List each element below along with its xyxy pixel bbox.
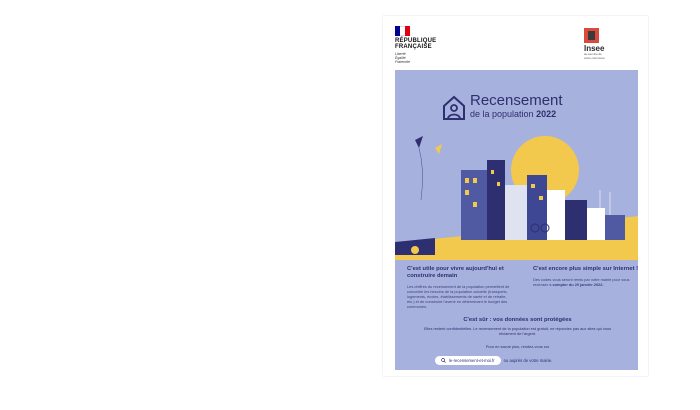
title-sub-prefix: de la population	[470, 109, 534, 119]
building	[547, 190, 565, 240]
insee-name: Insee	[584, 44, 605, 53]
website-link[interactable]	[435, 356, 501, 365]
building	[587, 208, 605, 240]
motto-egalite: Égalité	[395, 56, 406, 60]
building	[605, 215, 625, 240]
website-url: le-recensement-et-moi.fr	[449, 357, 495, 363]
insee-tagline	[584, 53, 628, 60]
kite-string	[419, 148, 423, 200]
census-poster	[383, 16, 648, 376]
internet-text-date: compter du 20 janvier 2022.	[552, 282, 604, 287]
secure-heading: C'est sûr : vos données sont protégées	[463, 317, 572, 323]
town-illustration	[395, 130, 638, 260]
mairie-text: ou auprès de votre mairie.	[503, 357, 553, 363]
republique-francaise-logo	[395, 26, 455, 64]
motto-liberte: Liberté	[395, 52, 406, 56]
building	[565, 200, 587, 240]
kite-icon	[415, 136, 423, 148]
insee-tagline-1: au service de	[584, 52, 602, 56]
motto	[395, 52, 455, 64]
website-cta	[435, 353, 615, 367]
french-flag-icon	[395, 26, 410, 36]
title-sub	[470, 109, 630, 120]
info-column-useful	[407, 266, 515, 309]
data-protection-section	[415, 317, 620, 336]
insee-tagline-2: votre commune	[584, 55, 605, 60]
internet-text	[533, 277, 638, 287]
building	[505, 185, 527, 240]
motto-fraternite: Fraternité	[395, 60, 410, 64]
title-year: 2022	[536, 109, 557, 119]
poster-body	[395, 70, 638, 370]
internet-text-plain: Des codes vous seront remis par votre mairie pour vous recenser à	[533, 277, 630, 287]
poster-title	[470, 93, 630, 120]
house-person-icon	[442, 95, 466, 121]
building	[487, 160, 505, 240]
poster-header	[383, 16, 648, 70]
title-main: Recensement	[470, 92, 563, 109]
more-info-text: Pour en savoir plus, rendez-vous sur	[485, 344, 550, 349]
building	[527, 175, 547, 240]
republic-line-1: RÉPUBLIQUE	[395, 38, 437, 44]
info-column-internet	[533, 266, 638, 287]
internet-heading: C'est encore plus simple sur Internet !	[533, 266, 638, 272]
useful-heading: C'est utile pour vivre aujourd'hui et construire demain	[407, 266, 504, 279]
secure-text: Elles restent confidentielles. Le recensement de la population est gratuit, ne répondez pas aux sites qui vous réclament de l'argent.	[423, 326, 612, 336]
insee-mark-icon	[584, 28, 599, 43]
vehicle	[411, 246, 419, 254]
useful-text: Les chiffres du recensement de la population permettent de connaître les besoins de la population actuelle (transports, logements, écoles, établissements de santé et de retraite, etc.) et de construire l'avenir en déterminant le budget des communes.	[407, 284, 510, 309]
search-icon	[441, 358, 446, 363]
kite-icon	[435, 144, 442, 154]
insee-logo	[584, 28, 628, 60]
republic-line-2: FRANÇAISE	[395, 44, 432, 50]
